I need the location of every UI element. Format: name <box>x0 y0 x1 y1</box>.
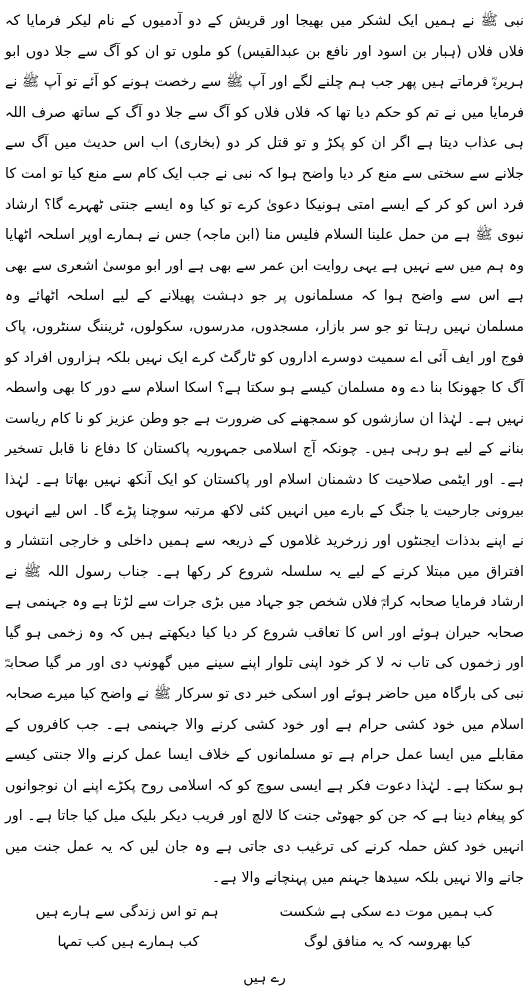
verse-line-1b: ہم تو اس زندگی سے ہارے ہیں <box>35 904 219 921</box>
verse-continuation: رے ہیں <box>243 970 286 987</box>
verse-line-2a: کیا بھروسہ کہ یہ منافق لوگ <box>304 934 472 951</box>
verse-line-1a: کب ہمیں موت دے سکی ہے شکست <box>279 904 494 921</box>
verse-line-2b: کب ہمارے ہیں کب تمہا <box>57 934 200 951</box>
article-body: نبی ﷺ نے ہمیں ایک لشکر میں بھیجا اور قریش کے دو آدمیوں کے نام لیکر فرمایا کہ فلاں فلاں (ہبار بن اسود اور نافع بن عبدالقیس) کو ملوں تو ان کو آگ سے جلا دوں ابو ہریرہؓ فرماتے ہیں پھر جب ہم چلنے لگے اور آپ ﷺ سے رخصت ہونے کو آئے تو آپ ﷺ نے فرمایا میں نے تم کو حکم دیا تھا کہ فلاں فلاں کو آگ سے جلا دو آگ کے ساتھ صرف اللہ ہی عذاب دیتا ہے اگر ان کو پکڑ و تو قتل کر دو (بخاری) اب اس حدیث میں آگ سے جلانے سے سختی سے منع کر دیا واضح ہوا کہ نبی نے جب ایک کام سے منع کیا تو امت کا فرد اس کو کر کے ایسے امتی ہونیکا دعویٰ کرے تو کیا وہ ایسے جنتی ٹھہرے گا؟ ارشاد نبوی ﷺ ہے من حمل علینا السلام فلیس منا (ابن ماجہ) جس نے ہمارے اوپر اسلحہ اٹھایا وہ ہم میں سے نہیں ہے یہی روایت ابن عمر سے بھی ہے اور ابو موسیٰ اشعری سے بھی ہے اس سے واضح ہوا کہ مسلمانوں پر جو دہشت پھیلانے کے لیے اسلحہ اٹھائے وہ مسلمان نہیں رہتا تو جو سر بازار، مسجدوں، مدرسوں، سکولوں، ٹریننگ سنٹروں، پاک فوج اور ایف آئی اے سمیت دوسرے اداروں کو ٹارگٹ کرے ایک نہیں بلکہ ہزاروں افراد کو آگ کا جھونکا بنا دے وہ مسلمان کیسے ہو سکتا ہے؟ اسکا اسلام سے دور کا بھی واسطہ نہیں ہے۔ لہٰذا ان سازشوں کو سمجھنے کی ضرورت ہے جو وطن عزیز کو نا کام ریاست بنانے کے لیے ہو رہی ہیں۔ چونکہ آج اسلامی جمہوریہ پاکستان کا دفاع نا قابل تسخیر ہے۔ اور ایٹمی صلاحیت کا دشمنان اسلام اور پاکستان کو ایک آنکھ نہیں بھاتا ہے۔ لہٰذا بیرونی جارحیت یا جنگ کے بارے میں انہیں کئی لاکھ مرتبہ سوچنا پڑے گا۔ اس لیے انہوں نے اپنے بدذات ایجنٹوں اور زرخرید غلاموں کے ذریعہ سے ہمیں داخلی و خارجی انتشار و افتراق میں مبتلا کرنے کے لیے یہ سلسلہ شروع کر رکھا ہے۔ جناب رسول اللہ ﷺ نے ارشاد فرمایا صحابہ کرامؓ فلاں شخص جو جہاد میں بڑی جرات سے لڑتا ہے وہ جہنمی ہے صحابہ حیران ہوئے اور اس کا تعاقب شروع کر دیا کیا دیکھتے ہیں کہ وہ زخمی ہو گیا اور زخموں کی تاب نہ لا کر خود اپنی تلوار اپنے سینے میں گھونپ دی اور مر گیا صحابہؓ نبی کی بارگاہ میں حاضر ہوئے اور اسکی خبر دی تو سرکار ﷺ نے واضح کیا میرے صحابہ اسلام میں خود کشی حرام ہے اور خود کشی کرنے والا جہنمی ہے۔ جب کافروں کے مقابلے میں ایسا عمل حرام ہے تو مسلمانوں کے خلاف ایسا عمل کرنے والا جنتی کیسے ہو سکتا ہے۔ لہٰذا دعوت فکر ہے ایسی سوچ کو کہ اسلامی روح پکڑے اپنے ان نوجوانوں کو پیغام دینا ہے کہ جن کو جھوٹی جنت کا لالچ اور فریب دیکر بلیک میل کیا جاتا ہے۔ اور انہیں خود کش حملہ کرنے کی ترغیب دی جاتی ہے وہ جان لیں کہ یہ عمل جنت میں جانے والا نہیں بلکہ سیدھا جہنم میں پہنچانے والا ہے۔ <box>5 13 524 886</box>
poetry-block <box>5 897 524 993</box>
verse-row-1 <box>5 897 524 927</box>
verse-row-2 <box>5 927 524 957</box>
